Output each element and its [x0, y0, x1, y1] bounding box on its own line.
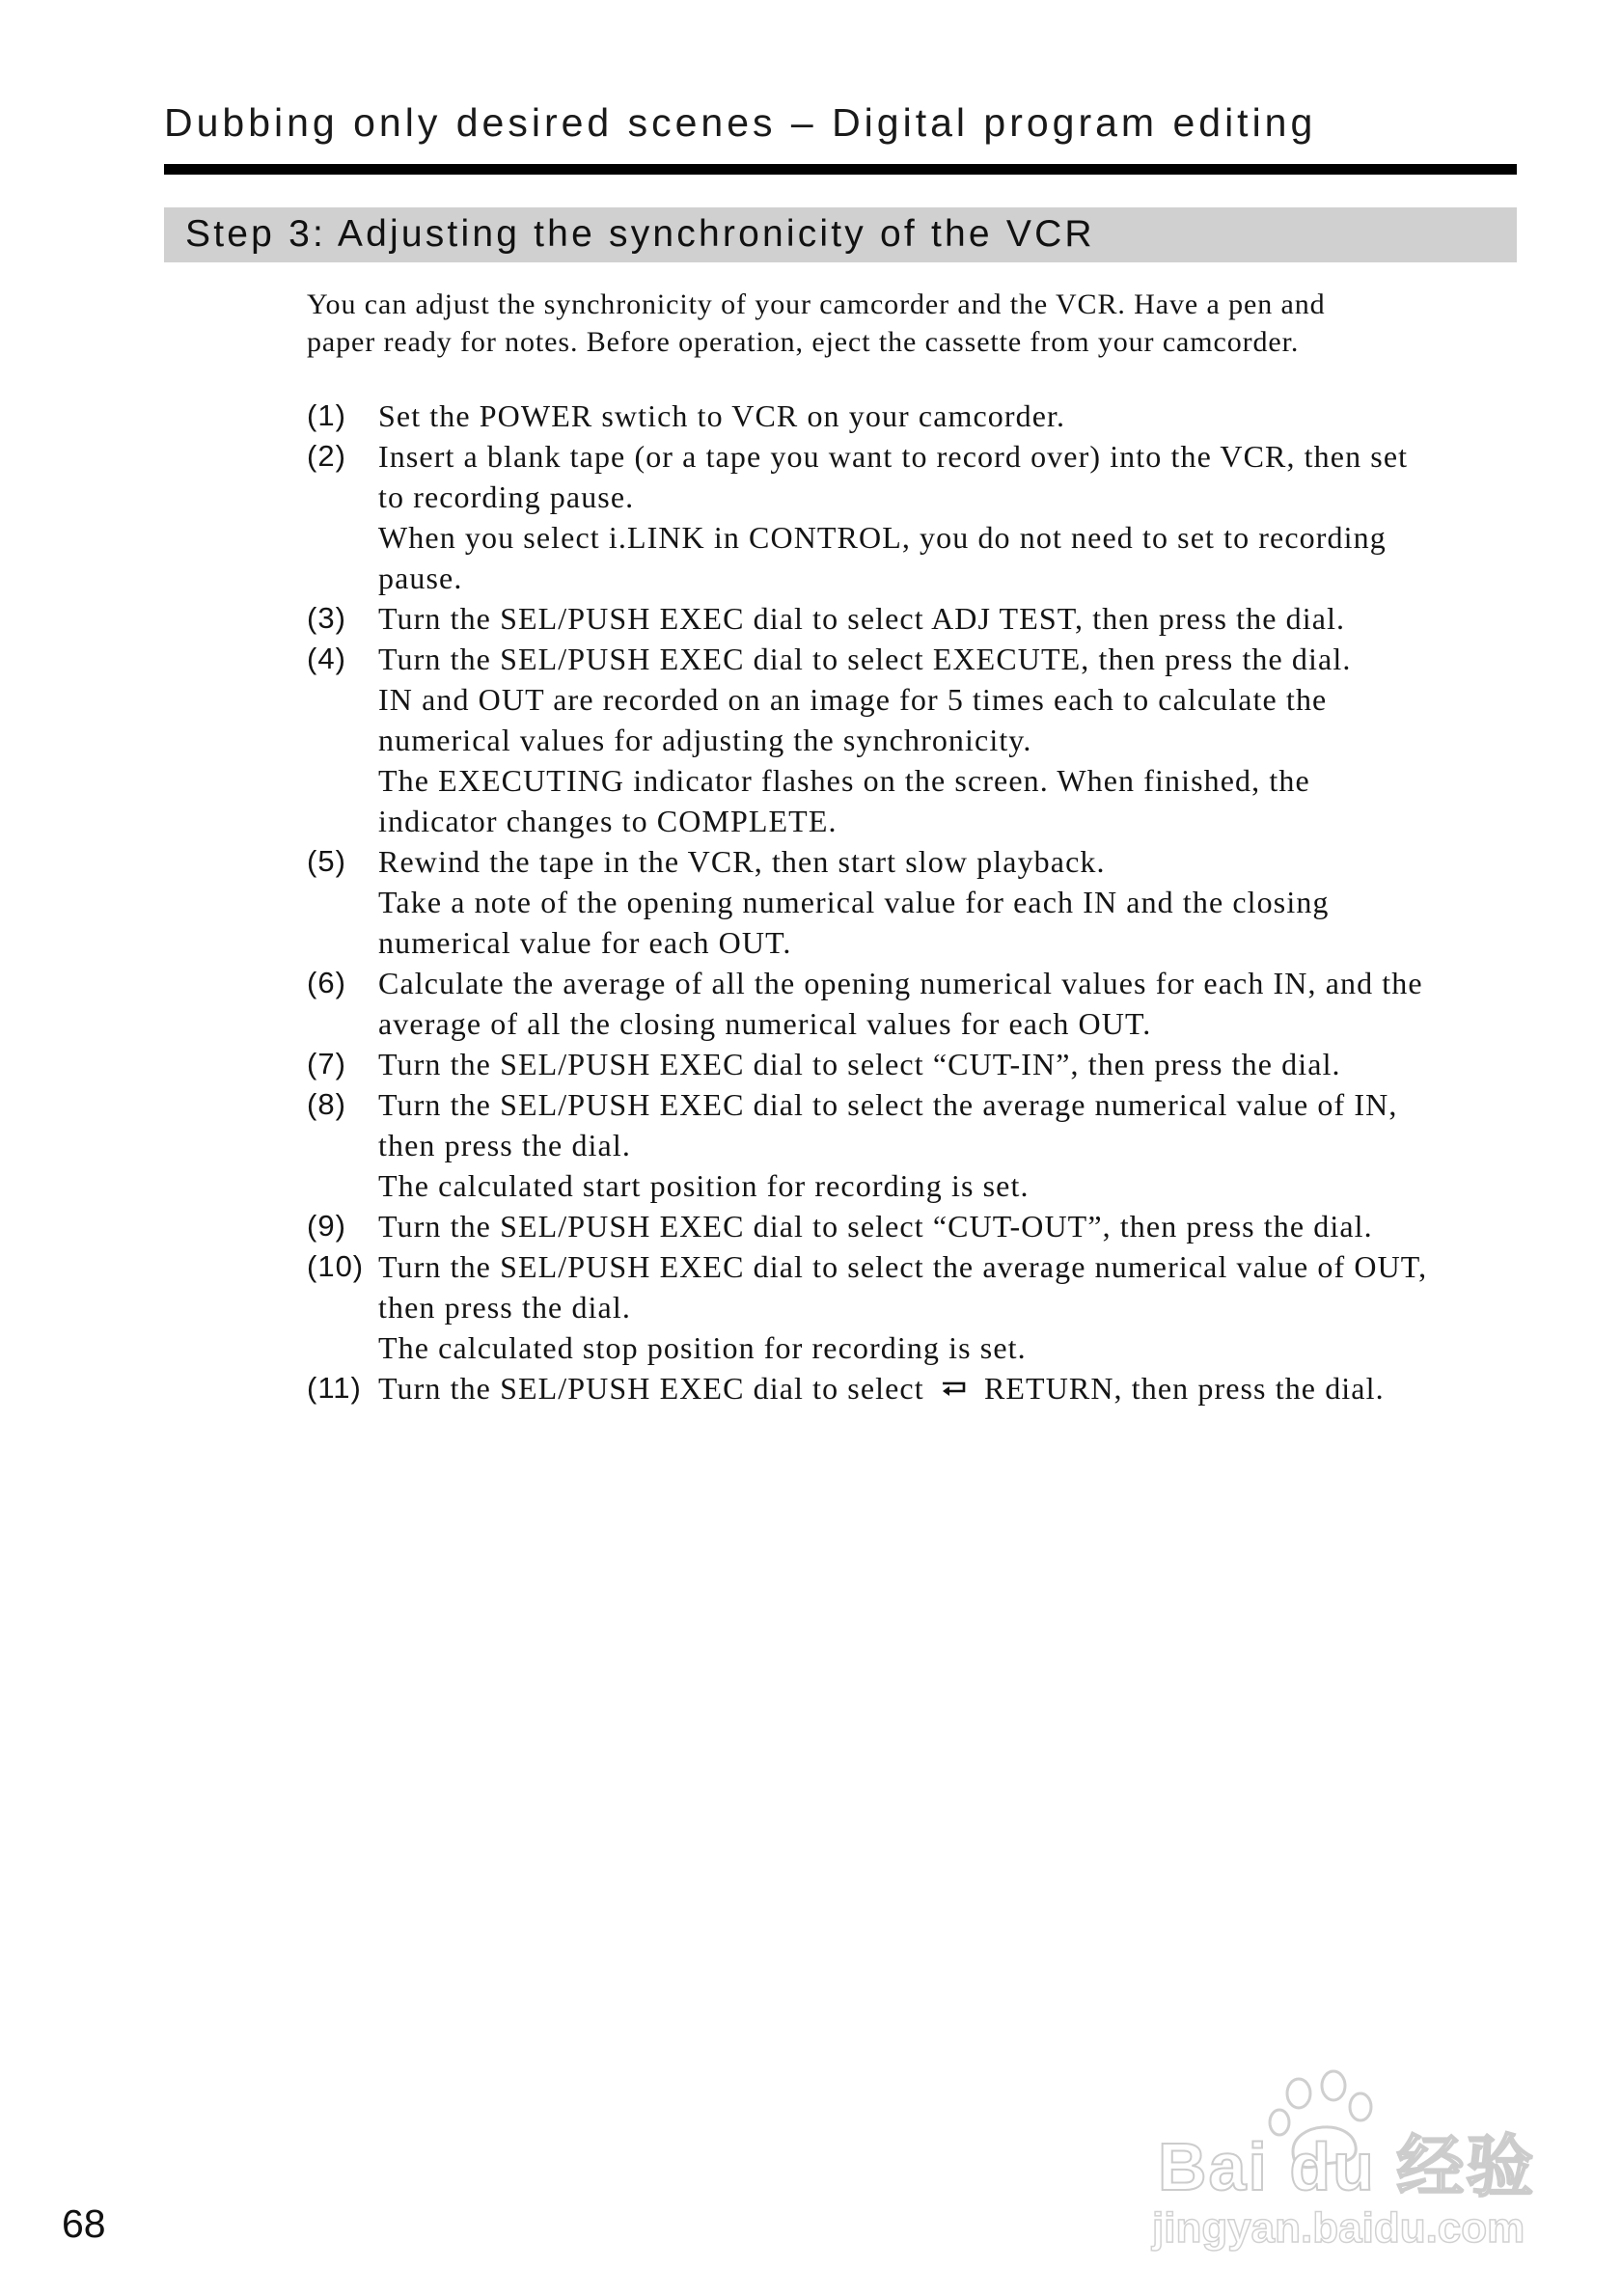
intro-paragraph [307, 286, 1513, 361]
running-title: Dubbing only desired scenes – Digital program editing [164, 100, 1317, 145]
step-line: numerical value for each OUT. [378, 925, 792, 960]
step-6 [307, 963, 1523, 1044]
step-line: Turn the SEL/PUSH EXEC dial to select ADJ TEST, then press the dial. [378, 601, 1346, 636]
step-number: (11) [307, 1371, 362, 1405]
step-line: Turn the SEL/PUSH EXEC dial to select the average numerical value of IN, [378, 1087, 1398, 1122]
step-7 [307, 1044, 1523, 1084]
step-line: Turn the SEL/PUSH EXEC dial to select “CUT-OUT”, then press the dial. [378, 1209, 1373, 1244]
step-number: (10) [307, 1249, 365, 1283]
step-line: then press the dial. [378, 1128, 631, 1162]
steps-list [307, 396, 1523, 1408]
step-3 [307, 598, 1523, 639]
step-line: When you select i.LINK in CONTROL, you do not need to set to recording [378, 520, 1387, 555]
step-line: Turn the SEL/PUSH EXEC dial to select “CUT-IN”, then press the dial. [378, 1047, 1341, 1081]
step-line: to recording pause. [378, 479, 635, 514]
page-number: 68 [62, 2201, 106, 2246]
step-line: The EXECUTING indicator flashes on the screen. When finished, the [378, 763, 1310, 798]
step-line: The calculated stop position for recording is set. [378, 1330, 1027, 1365]
return-arrow-icon [937, 1378, 970, 1401]
section-title: Step 3: Adjusting the synchronicity of the VCR [185, 213, 1095, 255]
step-10 [307, 1246, 1523, 1368]
step-line: Rewind the tape in the VCR, then start slow playback. [378, 844, 1106, 879]
step-line: Calculate the average of all the opening numerical values for each IN, and the [378, 966, 1423, 1000]
step-line-text: Turn the SEL/PUSH EXEC dial to select [378, 1371, 924, 1406]
step-2 [307, 436, 1523, 598]
watermark-url: jingyan.baidu.com [1152, 2204, 1525, 2252]
step-line: Take a note of the opening numerical value for each IN and the closing [378, 885, 1330, 919]
step-line: average of all the closing numerical values for each OUT. [378, 1006, 1152, 1041]
step-line: indicator changes to COMPLETE. [378, 804, 838, 838]
watermark-logo: Bai du 经验 [1158, 2129, 1536, 2204]
step-1 [307, 396, 1523, 436]
step-number: (2) [307, 439, 346, 473]
step-number: (9) [307, 1209, 346, 1243]
step-number: (7) [307, 1047, 346, 1080]
step-number: (4) [307, 642, 346, 675]
step-9 [307, 1206, 1523, 1246]
step-number: (1) [307, 398, 346, 432]
step-number: (3) [307, 601, 346, 635]
step-line: then press the dial. [378, 1290, 631, 1325]
title-rule [164, 164, 1517, 175]
step-11 [307, 1368, 1523, 1408]
step-8 [307, 1084, 1523, 1206]
section-heading-band [164, 207, 1517, 262]
step-line: Insert a blank tape (or a tape you want to record over) into the VCR, then set [378, 439, 1409, 474]
step-line: numerical values for adjusting the synchronicity. [378, 723, 1032, 757]
step-number: (6) [307, 966, 346, 999]
step-number: (5) [307, 844, 346, 878]
step-number: (8) [307, 1087, 346, 1121]
step-line: The calculated start position for recording is set. [378, 1168, 1030, 1203]
step-line: Turn the SEL/PUSH EXEC dial to select the average numerical value of OUT, [378, 1249, 1428, 1284]
step-line: Turn the SEL/PUSH EXEC dial to select EXECUTE, then press the dial. [378, 642, 1352, 676]
step-line: Set the POWER swtich to VCR on your camcorder. [378, 398, 1066, 433]
step-line: IN and OUT are recorded on an image for 5 times each to calculate the [378, 682, 1328, 717]
intro-line: paper ready for notes. Before operation, eject the cassette from your camcorder. [307, 326, 1300, 358]
step-line-text: RETURN, then press the dial. [983, 1371, 1385, 1406]
step-5 [307, 841, 1523, 963]
step-line: pause. [378, 560, 463, 595]
step-4 [307, 639, 1523, 841]
intro-line: You can adjust the synchronicity of your camcorder and the VCR. Have a pen and [307, 288, 1326, 320]
step-line [378, 1368, 1523, 1408]
baidu-watermark [1139, 2064, 1544, 2257]
